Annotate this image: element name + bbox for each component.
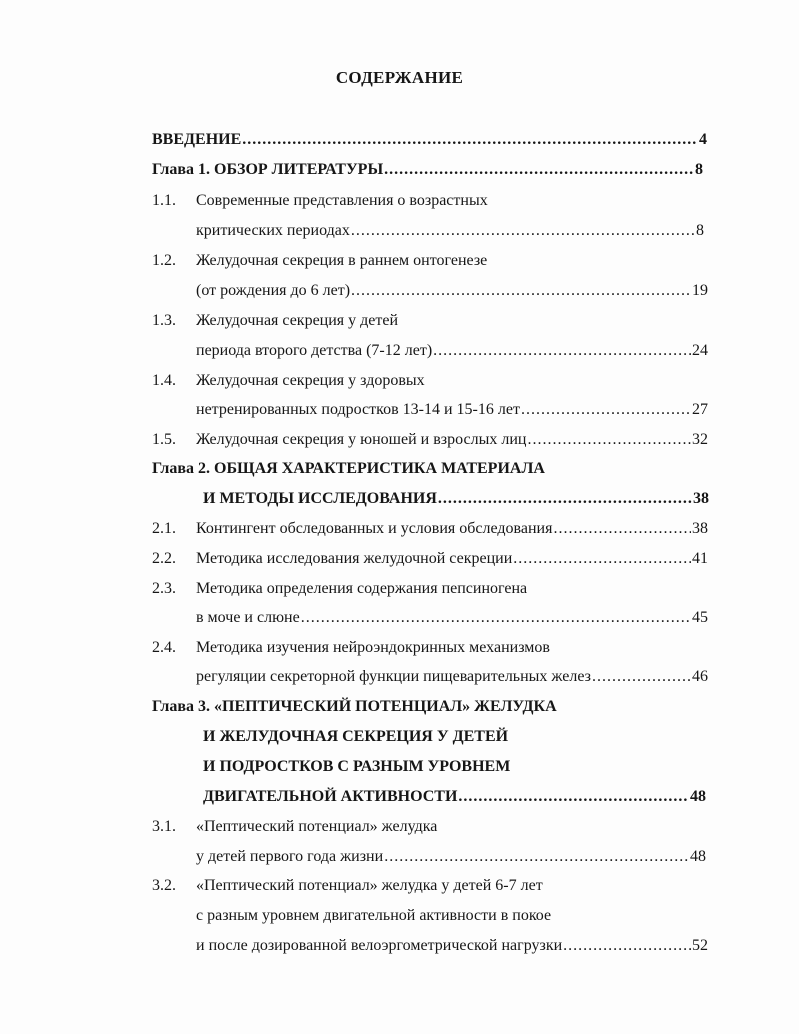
- section-number: 2.1.: [152, 520, 176, 537]
- toc-page-number: 48: [690, 788, 706, 805]
- section-number: 1.3.: [152, 312, 176, 329]
- section-number: 3.1.: [152, 818, 176, 835]
- toc-entry-1-5: [196, 429, 708, 451]
- section-number: 2.3.: [152, 580, 176, 597]
- toc-page-number: 8: [696, 222, 704, 239]
- toc-page-number: 38: [693, 490, 709, 507]
- toc-page-number: 32: [692, 431, 708, 448]
- toc-entry-label: нетренированных подростков 13-14 и 15-16 лет: [196, 401, 520, 418]
- toc-entry-1-3-line-1: Желудочная секреция у детей: [196, 312, 399, 329]
- toc-entry-label: регуляции секреторной функции пищеварительных желез: [196, 668, 591, 685]
- dot-leader: [301, 607, 691, 629]
- toc-entry-chapter-2-line-1: Глава 2. ОБЩАЯ ХАРАКТЕРИСТИКА МАТЕРИАЛА: [152, 460, 545, 477]
- toc-entry-1-1-line-2: [196, 220, 704, 242]
- dot-leader: [351, 280, 691, 302]
- toc-entry-label: у детей первого года жизни: [196, 848, 384, 865]
- dot-leader: [351, 220, 695, 242]
- toc-entry-1-1-line-1: Современные представления о возрастных: [196, 192, 488, 209]
- dot-leader: [553, 518, 691, 540]
- toc-entry-chapter-3-line-3: И ПОДРОСТКОВ С РАЗНЫМ УРОВНЕМ: [203, 758, 511, 775]
- toc-entry-label: Контингент обследованных и условия обследования: [196, 520, 553, 537]
- section-number: 2.4.: [152, 639, 176, 656]
- toc-entry-label: Методика исследования желудочной секреции: [196, 550, 513, 567]
- section-number: 1.5.: [152, 431, 176, 448]
- section-number: 1.2.: [152, 252, 176, 269]
- dot-leader: [592, 666, 691, 688]
- toc-entry-chapter-1: [152, 159, 703, 181]
- dot-leader: [521, 399, 691, 421]
- toc-entry-label: критических периодах: [196, 222, 350, 239]
- toc-entry-2-3-line-2: [196, 607, 708, 629]
- toc-page-number: 41: [692, 550, 708, 567]
- toc-page-number: 48: [690, 848, 706, 865]
- toc-entry-3-2-line-2: с разным уровнем двигательной активности в покое: [196, 907, 552, 924]
- section-number: 1.1.: [152, 192, 176, 209]
- toc-entry-2-4-line-2: [196, 666, 708, 688]
- toc-entry-label: И МЕТОДЫ ИССЛЕДОВАНИЯ: [203, 490, 437, 507]
- toc-entry-label: в моче и слюне: [196, 609, 300, 626]
- toc-entry-label: и после дозированной велоэргометрической нагрузки: [196, 937, 563, 954]
- toc-entry-chapter-3-line-4: [203, 786, 706, 808]
- toc-page-number: 27: [692, 401, 708, 418]
- page-title: СОДЕРЖАНИЕ: [335, 68, 464, 87]
- toc-entry-label: ДВИГАТЕЛЬНОЙ АКТИВНОСТИ: [203, 788, 458, 805]
- toc-entry-2-2: [196, 548, 708, 570]
- toc-entry-1-4-line-2: [196, 399, 708, 421]
- dot-leader: [563, 935, 691, 957]
- toc-entry-2-1: [196, 518, 708, 540]
- toc-page-number: 45: [692, 609, 708, 626]
- toc-page-number: 4: [699, 131, 707, 148]
- section-number: 2.2.: [152, 550, 176, 567]
- dot-leader: [242, 129, 698, 151]
- section-number: 1.4.: [152, 372, 176, 389]
- dot-leader: [513, 548, 691, 570]
- toc-entry-2-4-line-1: Методика изучения нейроэндокринных механизмов: [196, 639, 550, 656]
- toc-entry-chapter-2-line-2: [203, 488, 709, 510]
- toc-entry-label: периода второго детства (7-12 лет): [196, 342, 433, 359]
- toc-page-number: 52: [692, 937, 708, 954]
- toc-entry-1-2-line-1: Желудочная секреция в раннем онтогенезе: [196, 252, 488, 269]
- toc-page-number: 46: [692, 668, 708, 685]
- toc-entry-chapter-3-line-1: Глава 3. «ПЕПТИЧЕСКИЙ ПОТЕНЦИАЛ» ЖЕЛУДКА: [152, 698, 557, 715]
- toc-entry-label: (от рождения до 6 лет): [196, 282, 351, 299]
- toc-entry-1-4-line-1: Желудочная секреция у здоровых: [196, 372, 425, 389]
- toc-page-number: 8: [695, 161, 703, 178]
- toc-entry-3-2-line-1: «Пептический потенциал» желудка у детей 6-7 лет: [196, 877, 543, 894]
- toc-entry-chapter-3-line-2: И ЖЕЛУДОЧНАЯ СЕКРЕЦИЯ У ДЕТЕЙ: [203, 728, 509, 745]
- toc-entry-3-1-line-2: [196, 846, 706, 868]
- toc-page-number: 19: [692, 282, 708, 299]
- toc-page-number: 24: [692, 342, 708, 359]
- toc-entry-1-3-line-2: [196, 340, 708, 362]
- toc-entry-introduction: [152, 129, 707, 151]
- dot-leader: [527, 429, 691, 451]
- toc-entry-label: Глава 1. ОБЗОР ЛИТЕРАТУРЫ: [152, 161, 384, 178]
- toc-page-number: 38: [692, 520, 708, 537]
- toc-entry-label: ВВЕДЕНИЕ: [152, 131, 242, 148]
- toc-entry-3-2-line-3: [196, 935, 708, 957]
- toc-entry-label: Желудочная секреция у юношей и взрослых лиц: [196, 431, 527, 448]
- dot-leader: [384, 159, 694, 181]
- dot-leader: [384, 846, 689, 868]
- toc-entry-2-3-line-1: Методика определения содержания пепсиногена: [196, 580, 528, 597]
- toc-entry-3-1-line-1: «Пептический потенциал» желудка: [196, 818, 438, 835]
- dot-leader: [433, 340, 691, 362]
- dot-leader: [438, 488, 692, 510]
- toc-entry-1-2-line-2: [196, 280, 708, 302]
- dot-leader: [458, 786, 689, 808]
- section-number: 3.2.: [152, 877, 176, 894]
